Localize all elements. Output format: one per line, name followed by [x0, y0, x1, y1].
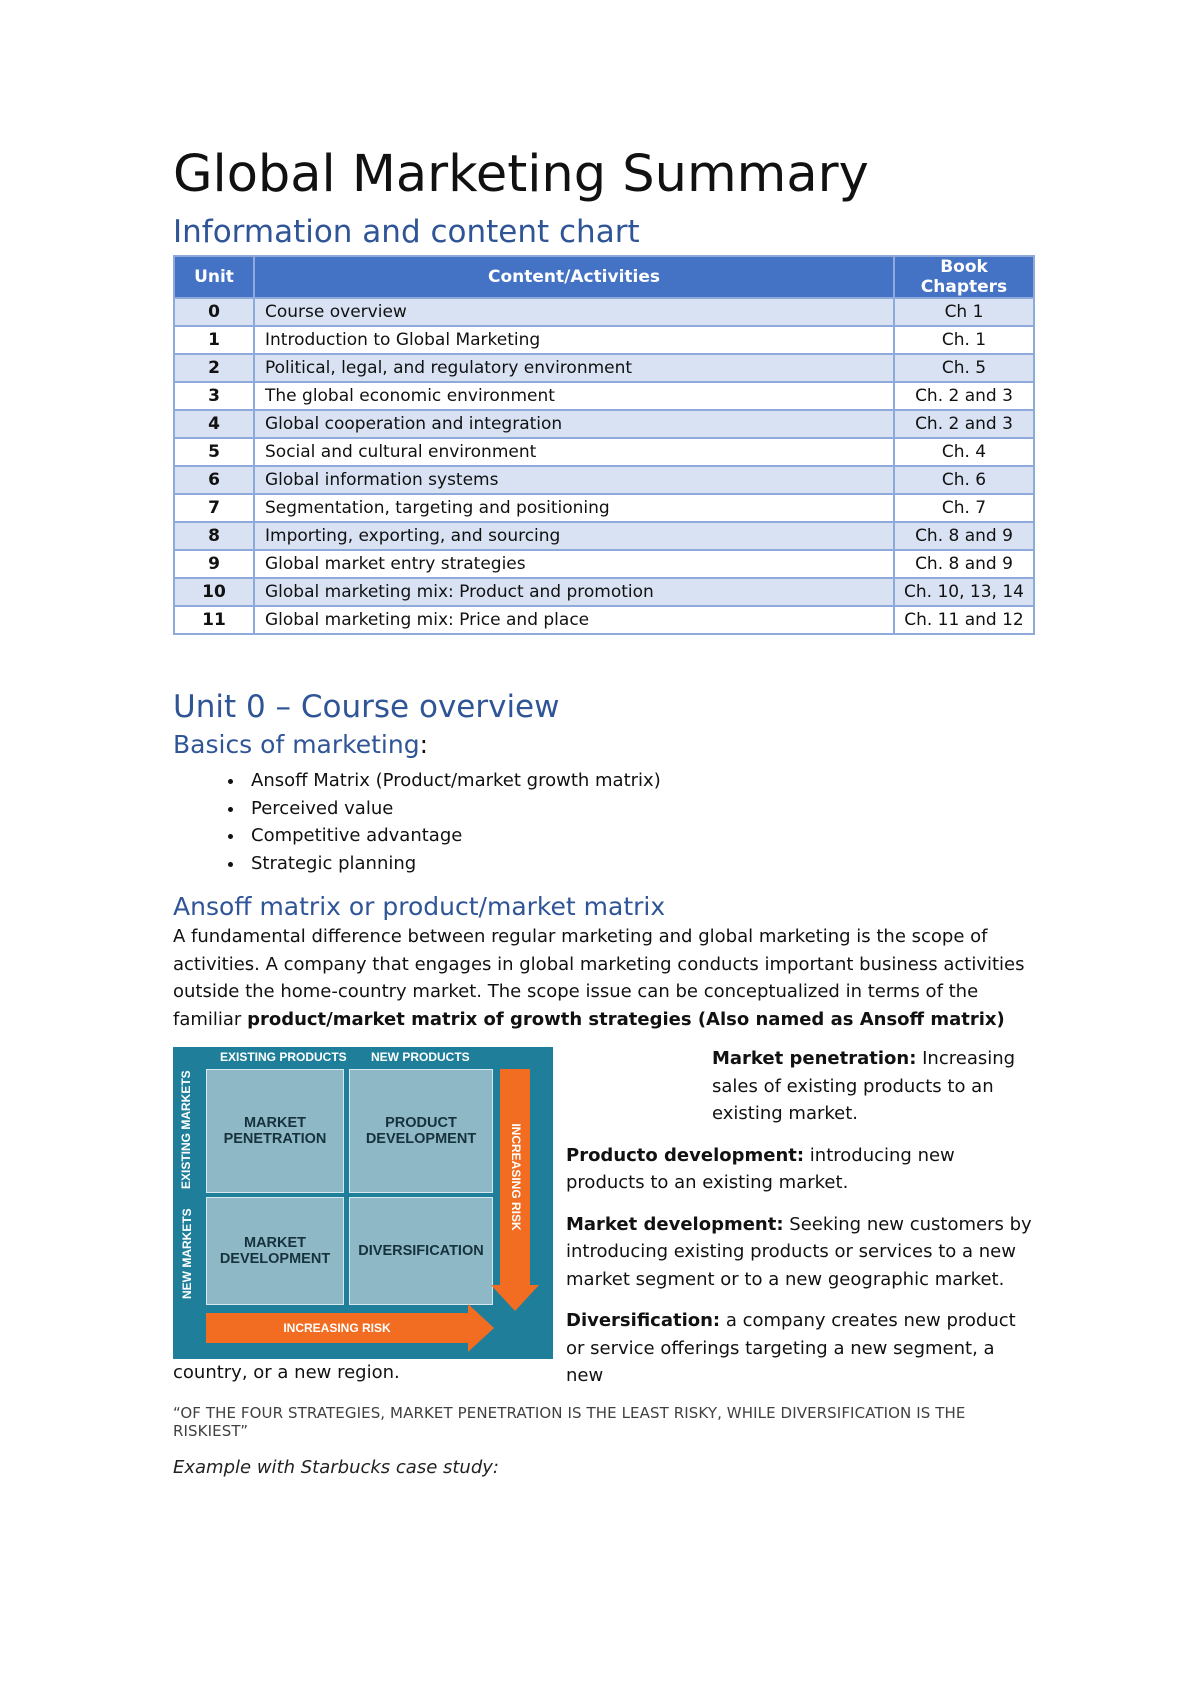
unit-cell: 2 [174, 354, 254, 382]
definition-term: Market development: [566, 1213, 784, 1235]
definition-market-development [566, 1211, 1036, 1294]
table-row [174, 578, 1034, 606]
list-item: • Ansoff Matrix (Product/market growth matrix) [245, 767, 1033, 795]
arrow-right-icon [468, 1304, 494, 1352]
definitions [566, 1037, 1036, 1390]
table-row [174, 550, 1034, 578]
increasing-risk-horizontal-arrow [206, 1313, 468, 1343]
content-cell: Social and cultural environment [254, 438, 894, 466]
page-content [173, 140, 1033, 1478]
table-row [174, 438, 1034, 466]
cell-market-development [206, 1197, 344, 1305]
table-row [174, 326, 1034, 354]
table-row [174, 606, 1034, 634]
ansoff-matrix-figure [173, 1047, 553, 1359]
table-header-row [174, 256, 1034, 298]
cell-tl-line1: MARKET [243, 1115, 306, 1131]
list-item: • Competitive advantage [245, 822, 1033, 850]
content-cell: The global economic environment [254, 382, 894, 410]
definition-text: a company creates new product or service offerings targeting a new segment, a new [566, 1310, 1016, 1386]
unit-cell: 6 [174, 466, 254, 494]
basics-heading-text: Basics of marketing [173, 730, 420, 759]
header-content: Content/Activities [254, 256, 894, 298]
content-cell: Course overview [254, 298, 894, 326]
ansoff-paragraph-bold: product/market matrix of growth strategies (Also named as Ansoff matrix) [247, 1008, 1005, 1030]
definition-product-development [566, 1142, 1036, 1197]
unit-cell: 4 [174, 410, 254, 438]
diversification-continuation: country, or a new region. [173, 1362, 400, 1383]
definition-term: Diversification: [566, 1310, 721, 1331]
strategy-quote: “OF THE FOUR STRATEGIES, MARKET PENETRATION IS THE LEAST RISKY, WHILE DIVERSIFICATION IS THE RISKIEST” [173, 1403, 966, 1440]
table-row [174, 382, 1034, 410]
definition-term: Producto development: [566, 1144, 805, 1166]
label-existing-markets: EXISTING MARKETS [179, 1070, 193, 1189]
unit0-heading: Unit 0 – Course overview [173, 689, 560, 725]
cell-tr-line1: PRODUCT [385, 1115, 457, 1131]
definition-diversification [566, 1307, 1036, 1390]
cell-market-penetration [206, 1069, 344, 1193]
cell-product-development [349, 1069, 493, 1193]
chapters-cell: Ch. 5 [894, 354, 1034, 382]
content-cell: Global cooperation and integration [254, 410, 894, 438]
chapters-cell: Ch. 2 and 3 [894, 410, 1034, 438]
chapters-cell: Ch. 10, 13, 14 [894, 578, 1034, 606]
unit-cell: 10 [174, 578, 254, 606]
table-row [174, 410, 1034, 438]
ansoff-paragraph [173, 923, 1033, 1033]
page-title: Global Marketing Summary [173, 145, 869, 204]
label-increasing-risk-horizontal: INCREASING RISK [283, 1321, 391, 1335]
content-cell: Political, legal, and regulatory environment [254, 354, 894, 382]
unit-cell: 0 [174, 298, 254, 326]
content-cell: Global information systems [254, 466, 894, 494]
chapters-cell: Ch. 1 [894, 326, 1034, 354]
list-item: • Strategic planning [245, 850, 1033, 878]
label-existing-products: EXISTING PRODUCTS [220, 1050, 347, 1064]
unit-cell: 9 [174, 550, 254, 578]
basics-list [173, 767, 1033, 877]
unit-cell: 8 [174, 522, 254, 550]
cell-tr-line2: DEVELOPMENT [365, 1131, 477, 1147]
table-row [174, 354, 1034, 382]
cell-tl-line2: PENETRATION [223, 1131, 327, 1147]
starbucks-example-label: Example with Starbucks case study: [173, 1456, 499, 1478]
unit-cell: 3 [174, 382, 254, 410]
chapters-cell: Ch. 8 and 9 [894, 522, 1034, 550]
header-chapters: Book Chapters [894, 256, 1034, 298]
chapters-cell: Ch. 11 and 12 [894, 606, 1034, 634]
list-item: • Perceived value [245, 795, 1033, 823]
chapters-cell: Ch. 2 and 3 [894, 382, 1034, 410]
chapters-cell: Ch 1 [894, 298, 1034, 326]
definition-text: Seeking new customers by introducing existing products or services to a new market segment or to a new geographic market. [566, 1213, 1032, 1290]
chapters-cell: Ch. 8 and 9 [894, 550, 1034, 578]
basics-heading-colon: : [419, 730, 429, 759]
arrow-down-icon [491, 1285, 539, 1311]
content-cell: Global marketing mix: Price and place [254, 606, 894, 634]
table-row [174, 522, 1034, 550]
content-cell: Introduction to Global Marketing [254, 326, 894, 354]
unit-cell: 11 [174, 606, 254, 634]
unit-cell: 7 [174, 494, 254, 522]
table-row [174, 494, 1034, 522]
table-row [174, 466, 1034, 494]
unit-cell: 1 [174, 326, 254, 354]
content-cell: Global marketing mix: Product and promotion [254, 578, 894, 606]
ansoff-paragraph-text: A fundamental difference between regular marketing and global marketing is the scope of activities. A company that engages in global marketing conducts important business activities outside the home-country market. The scope issue can be conceptualized in terms of the familiar [173, 926, 1025, 1030]
chapters-cell: Ch. 6 [894, 466, 1034, 494]
content-cell: Importing, exporting, and sourcing [254, 522, 894, 550]
cell-bl-line2: DEVELOPMENT [219, 1251, 331, 1267]
basics-heading [173, 729, 1033, 761]
definition-term: Market penetration: [712, 1048, 917, 1069]
ansoff-heading: Ansoff matrix or product/market matrix [173, 892, 666, 921]
content-cell: Segmentation, targeting and positioning [254, 494, 894, 522]
table-row [174, 298, 1034, 326]
chart-heading: Information and content chart [173, 214, 640, 250]
chapters-cell: Ch. 7 [894, 494, 1034, 522]
cell-br-text: DIVERSIFICATION [358, 1243, 484, 1259]
label-increasing-risk-vertical: INCREASING RISK [509, 1123, 523, 1231]
content-chart-table [173, 255, 1035, 635]
definition-market-penetration [566, 1045, 1036, 1128]
unit-cell: 5 [174, 438, 254, 466]
header-unit: Unit [174, 256, 254, 298]
cell-bl-line1: MARKET [243, 1235, 307, 1251]
label-new-products: NEW PRODUCTS [371, 1050, 470, 1064]
cell-diversification [349, 1197, 493, 1305]
label-new-markets: NEW MARKETS [180, 1208, 194, 1299]
definition-text: Increasing sales of existing products to an existing market. [712, 1048, 1016, 1124]
definition-text: introducing new products to an existing market. [566, 1144, 955, 1193]
chapters-cell: Ch. 4 [894, 438, 1034, 466]
content-cell: Global market entry strategies [254, 550, 894, 578]
